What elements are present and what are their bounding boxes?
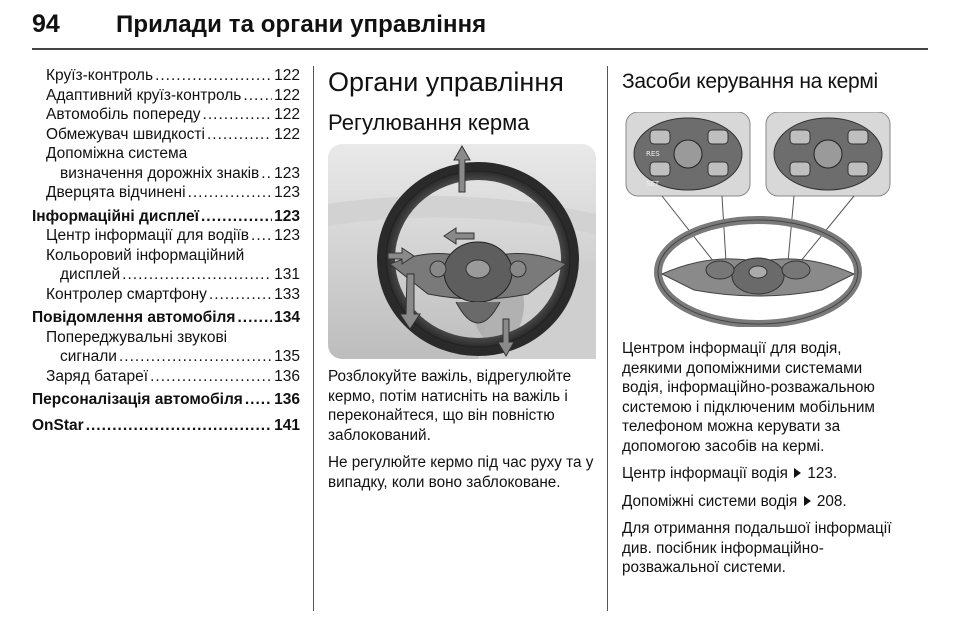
reference-driver-info (622, 464, 894, 484)
toc-leader-dots (251, 226, 272, 246)
toc-entry[interactable] (32, 183, 300, 203)
toc-entry-label: Персоналізація автомобіля (32, 391, 243, 408)
toc-entry-page: 123 (274, 227, 300, 244)
set-button-label: SET (646, 180, 660, 188)
section-title: Органи управління (328, 67, 564, 97)
paragraph-warning: Не регулюйте кермо під час руху та у випадку, коли воно заблоковане. (328, 454, 594, 491)
toc-entry-label: Контролер смартфону (46, 285, 207, 303)
toc-entry-label: Обмежувач швидкості (46, 125, 205, 143)
toc-entry-label: Дверцята відчинені (46, 184, 186, 201)
toc-entry[interactable] (32, 367, 300, 387)
reference-driver-assist (622, 492, 894, 512)
steering-controls-column (622, 66, 894, 586)
toc-entry[interactable] (32, 207, 300, 227)
toc-entry-label: сигнали (60, 348, 117, 365)
toc-leader-dots (209, 285, 272, 305)
toc-leader-dots (261, 164, 272, 184)
toc-entry-page: 123 (274, 164, 300, 182)
toc-entry[interactable] (32, 66, 300, 86)
toc-entry-label: Заряд батареї (46, 367, 149, 385)
page-title: Прилади та органи управління (116, 11, 487, 38)
toc-entry[interactable] (32, 164, 300, 184)
toc-entry[interactable] (32, 144, 300, 164)
header-rule (32, 48, 928, 50)
toc-entry[interactable] (32, 390, 300, 410)
toc-entry-page: 122 (274, 106, 300, 123)
reference-text: Допоміжні системи водія (622, 492, 798, 510)
toc-leader-dots (150, 367, 272, 387)
toc-entry[interactable] (32, 308, 300, 328)
toc-entry-page: 122 (274, 86, 300, 104)
toc-entry[interactable] (32, 226, 300, 246)
page-number: 94 (32, 10, 60, 38)
reference-arrow-icon (794, 468, 801, 478)
paragraph-more-info: Для отримання подальшої інформації див. посібник інформаційно-розважальної системи. (622, 520, 892, 576)
toc-entry[interactable] (32, 246, 300, 266)
paragraph-unlock: Розблокуйте важіль, відрегулюйте кермо, потім натисніть на важіль і переконайтеся, що він повністю заблокований. (328, 368, 572, 444)
reference-page[interactable]: 208. (816, 492, 847, 510)
toc-entry[interactable] (32, 105, 300, 125)
toc-entry[interactable] (32, 285, 300, 305)
toc-entry-label: Кольоровий інформаційний (46, 246, 245, 264)
paragraph-controls: Центром інформації для водія, деякими допоміжними системами водія, інформаційно-розважальною системою і підключеним мобільним телефоном можна керувати за допомогою засобів на кермі. (622, 340, 875, 455)
toc-entry[interactable] (32, 86, 300, 106)
toc-entry-page: 135 (274, 348, 300, 365)
toc-leader-dots (201, 207, 272, 227)
column-divider-2 (607, 66, 608, 611)
reference-text: Центр інформації водія (622, 465, 788, 482)
table-of-contents (32, 66, 300, 435)
toc-entry[interactable] (32, 416, 300, 436)
toc-entry-page: 123 (274, 184, 300, 201)
toc-entry-label: дисплей (60, 266, 121, 283)
toc-entry-label: OnStar (32, 416, 84, 434)
toc-entry-label: Адаптивний круїз-контроль (46, 86, 242, 104)
toc-entry[interactable] (32, 328, 300, 348)
reference-arrow-icon (804, 496, 811, 506)
toc-entry-page: 134 (274, 309, 300, 326)
toc-leader-dots (86, 416, 272, 436)
toc-entry-label: Допоміжна система (46, 145, 188, 162)
toc-entry-label: Попереджувальні звукові (46, 328, 228, 346)
toc-leader-dots (237, 308, 272, 328)
toc-entry-label: Повідомлення автомобіля (32, 309, 236, 326)
toc-leader-dots (207, 125, 272, 145)
toc-entry-page: 122 (274, 125, 300, 143)
steering-wheel-controls-illustration (622, 112, 894, 327)
toc-entry-page: 141 (274, 416, 300, 434)
toc-entry[interactable] (32, 347, 300, 367)
toc-entry-page: 136 (274, 367, 300, 385)
toc-entry-page: 123 (274, 207, 300, 225)
toc-entry-label: Автомобіль попереду (46, 106, 201, 123)
steering-adjustment-illustration (328, 144, 596, 359)
toc-entry[interactable] (32, 265, 300, 285)
toc-leader-dots (119, 347, 272, 367)
section-controls-column (328, 66, 596, 500)
toc-entry-label: Центр інформації для водіїв (46, 227, 250, 244)
toc-leader-dots (203, 105, 273, 125)
toc-entry-label: Круїз-контроль (46, 67, 154, 84)
res-button-label: RES (646, 150, 660, 158)
controls-title: Засоби керування на кермі (622, 70, 878, 93)
toc-leader-dots (245, 390, 272, 410)
toc-entry-page: 133 (274, 285, 300, 303)
toc-entry[interactable] (32, 125, 300, 145)
toc-leader-dots (155, 66, 272, 86)
toc-entry-label: Інформаційні дисплеї (32, 207, 199, 225)
toc-entry-page: 136 (274, 391, 300, 408)
toc-entry-page: 122 (274, 67, 300, 84)
toc-entry-label: визначення дорожніх знаків (60, 164, 260, 182)
reference-page[interactable]: 123. (807, 465, 838, 482)
subsection-title: Регулювання керма (328, 110, 530, 135)
toc-leader-dots (243, 86, 272, 106)
toc-leader-dots (122, 265, 272, 285)
toc-leader-dots (188, 183, 273, 203)
toc-entry-page: 131 (274, 266, 300, 283)
page-header (32, 8, 928, 48)
column-divider-1 (313, 66, 314, 611)
